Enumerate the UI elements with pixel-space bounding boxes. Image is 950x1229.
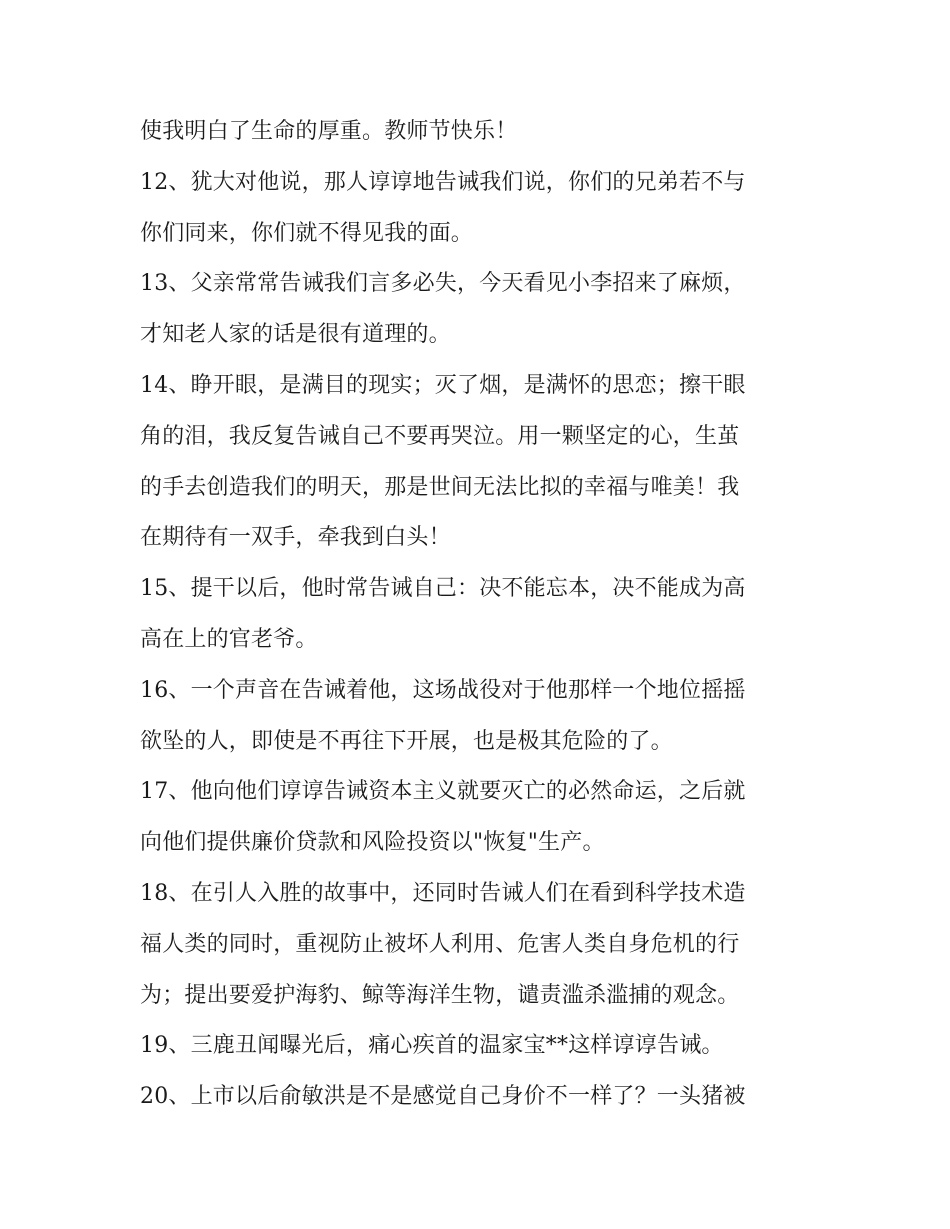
text-line: 18、在引人入胜的故事中，还同时告诫人们在看到科学技术造 bbox=[140, 880, 746, 906]
text-line: 欲坠的人，即使是不再往下开展，也是极其危险的了。 bbox=[140, 728, 673, 754]
text-line: 13、父亲常常告诫我们言多必失，今天看见小李招来了麻烦， bbox=[140, 271, 746, 297]
text-line: 12、犹大对他说，那人谆谆地告诫我们说，你们的兄弟若不与 bbox=[140, 169, 746, 195]
text-line: 使我明白了生命的厚重。教师节快乐！ bbox=[140, 119, 518, 144]
text-line: 17、他向他们谆谆告诫资本主义就要灭亡的必然命运，之后就 bbox=[140, 779, 746, 805]
text-line: 你们同来，你们就不得见我的面。 bbox=[140, 220, 474, 246]
text-line: 16、一个声音在告诫着他，这场战役对于他那样一个地位摇摇 bbox=[140, 677, 746, 703]
text-line: 15、提干以后，他时常告诫自己：决不能忘本，决不能成为高 bbox=[140, 576, 746, 602]
text-line: 20、上市以后俞敏洪是不是感觉自己身价不一样了？一头猪被 bbox=[140, 1084, 746, 1110]
text-line: 角的泪，我反复告诫自己不要再哭泣。用一颗坚定的心，生茧 bbox=[140, 423, 740, 449]
text-line: 才知老人家的话是很有道理的。 bbox=[140, 322, 451, 348]
text-line: 为；提出要爱护海豹、鲸等海洋生物，谴责滥杀滥捕的观念。 bbox=[140, 982, 740, 1008]
document-body bbox=[140, 107, 820, 1123]
text-line: 在期待有一双手，牵我到白头！ bbox=[140, 525, 451, 551]
text-line: 14、睁开眼，是满目的现实；灭了烟，是满怀的思恋；擦干眼 bbox=[140, 372, 746, 398]
text-line: 19、三鹿丑闻曝光后，痛心疾首的温家宝**这样谆谆告诫。 bbox=[140, 1033, 724, 1059]
text-line: 向他们提供廉价贷款和风险投资以"恢复"生产。 bbox=[140, 830, 605, 856]
text-line: 高在上的官老爷。 bbox=[140, 626, 318, 652]
text-line: 福人类的同时，重视防止被坏人利用、危害人类自身危机的行 bbox=[140, 931, 740, 957]
text-line: 的手去创造我们的明天，那是世间无法比拟的幸福与唯美！我 bbox=[140, 474, 740, 500]
